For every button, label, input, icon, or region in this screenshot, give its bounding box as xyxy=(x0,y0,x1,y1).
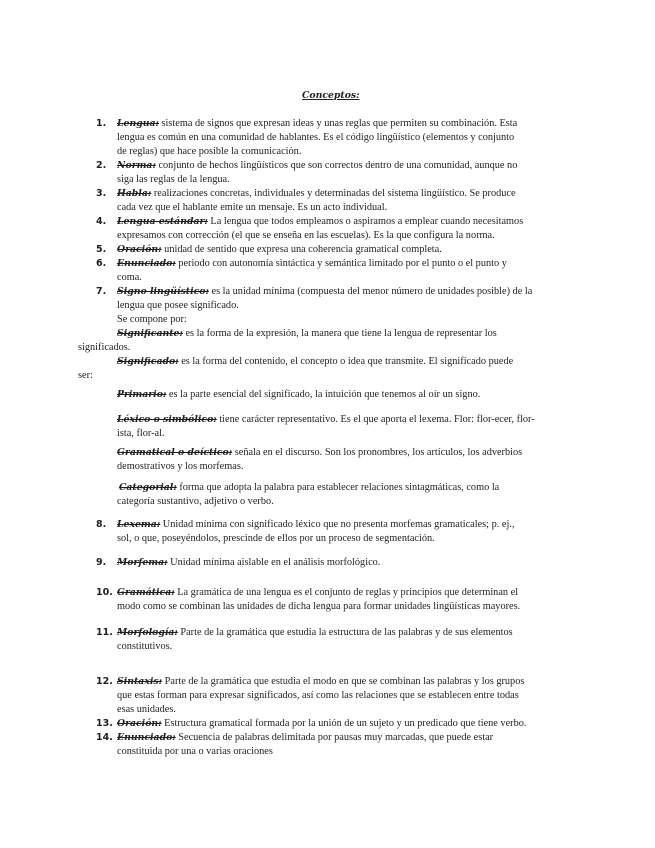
item-number: 9. xyxy=(96,557,107,568)
item-line xyxy=(117,556,380,570)
subitem-term: Primario: xyxy=(117,389,167,400)
item-line: constitutivos. xyxy=(117,641,173,652)
item-text: Parte de la gramática que estudia la estructura de las palabras y de sus elementos xyxy=(177,627,513,638)
subitem-line xyxy=(119,481,499,495)
item-line: cada vez que el hablante emite un mensaje. Es un acto individual. xyxy=(117,202,388,213)
item-line: esas unidades. xyxy=(117,704,176,715)
item-term: Lengua: xyxy=(117,118,159,129)
item-line: siga las reglas de la lengua. xyxy=(117,174,230,185)
item-line xyxy=(117,243,442,257)
subitem-text: es la forma de la expresión, la manera que tiene la lengua de representar los xyxy=(182,328,497,339)
item-number: 12. xyxy=(96,676,113,687)
item-term: Norma: xyxy=(117,160,156,171)
subitem-term: Categorial: xyxy=(119,482,177,493)
item-number: 3. xyxy=(96,188,107,199)
item-term: Signo lingüístico: xyxy=(117,286,209,297)
item-line xyxy=(117,731,493,745)
item-text: La gramática de una lengua es el conjunto de reglas y principios que determinan el xyxy=(174,587,519,598)
item-line: sol, o que, poseyéndolos, prescinde de ellos por un proceso de segmentación. xyxy=(117,533,435,544)
subitem-line: categoría sustantivo, adjetivo o verbo. xyxy=(117,496,274,507)
subitem-line: ser: xyxy=(78,370,93,381)
item-number: 10. xyxy=(96,587,113,598)
item-number: 1. xyxy=(96,118,107,129)
subitem-text: es la parte esencial del significado, la intuición que tenemos al oír un signo. xyxy=(166,389,481,400)
page-title: Conceptos: xyxy=(302,90,360,101)
item-term: Lexema: xyxy=(117,519,161,530)
subitem-line: ista, flor-al. xyxy=(117,428,165,439)
item-term: Enunciado: xyxy=(117,732,176,743)
subitem-line: demostrativos y los morfemas. xyxy=(117,461,244,472)
item-text: es la unidad mínima (compuesta del menor número de unidades posible) de la xyxy=(208,286,533,297)
item-number: 13. xyxy=(96,718,113,729)
subitem-text: forma que adopta la palabra para establecer relaciones sintagmáticas, como la xyxy=(176,482,500,493)
subitem-line xyxy=(117,327,497,341)
item-line xyxy=(117,285,532,299)
subitem-line xyxy=(117,388,480,402)
item-line: Se compone por: xyxy=(117,314,187,325)
item-term: Morfema: xyxy=(117,557,168,568)
item-number: 14. xyxy=(96,732,113,743)
item-text: La lengua que todos empleamos o aspiramos a emplear cuando necesitamos xyxy=(207,216,524,227)
item-line xyxy=(117,215,523,229)
item-text: Estructura gramatical formada por la unión de un sujeto y un predicado que tiene verbo. xyxy=(161,718,527,729)
item-line xyxy=(117,675,524,689)
item-term: Oración: xyxy=(117,244,162,255)
item-line xyxy=(117,518,514,532)
item-text: Unidad mínima aislable en el análisis morfológico. xyxy=(167,557,381,568)
subitem-line xyxy=(117,413,535,427)
item-line xyxy=(117,717,526,731)
item-number: 8. xyxy=(96,519,107,530)
item-line: lengua es común en una comunidad de hablantes. Es el código lingüístico (elementos y conjunto xyxy=(117,132,515,143)
item-text: Unidad mínima con significado léxico que no presenta morfemas gramaticales; p. ej., xyxy=(160,519,515,530)
item-line xyxy=(117,117,517,131)
item-text: conjunto de hechos lingüísticos que son correctos dentro de una comunidad, aunque no xyxy=(155,160,518,171)
item-number: 11. xyxy=(96,627,113,638)
item-line: constituida por una o varias oraciones xyxy=(117,746,273,757)
item-line: expresamos con corrección (el que se enseña en las escuelas). Es la que configura la norma. xyxy=(117,230,495,241)
item-number: 6. xyxy=(96,258,107,269)
item-term: Habla: xyxy=(117,188,152,199)
item-term: Enunciado: xyxy=(117,258,176,269)
item-line: coma. xyxy=(117,272,142,283)
item-line xyxy=(117,257,507,271)
item-line xyxy=(117,586,518,600)
item-number: 4. xyxy=(96,216,107,227)
item-term: Lengua estándar: xyxy=(117,216,208,227)
item-text: realizaciones concretas, individuales y determinadas del sistema lingüístico. Se produce xyxy=(151,188,516,199)
item-line: que estas forman para expresar significados, así como las relaciones que se establecen entre todas xyxy=(117,690,519,701)
subitem-line xyxy=(117,355,513,369)
item-line: de reglas) que hace posible la comunicación. xyxy=(117,146,302,157)
subitem-term: Significante: xyxy=(117,328,183,339)
subitem-line: significados. xyxy=(78,342,131,353)
item-number: 7. xyxy=(96,286,107,297)
item-number: 2. xyxy=(96,160,107,171)
subitem-term: Significado: xyxy=(117,356,179,367)
subitem-term: Gramatical o deíctico: xyxy=(117,447,233,458)
item-line: lengua que posee significado. xyxy=(117,300,239,311)
subitem-text: tiene carácter representativo. Es el que aporta el lexema. Flor: flor-ecer, flor- xyxy=(216,414,535,425)
item-term: Morfología: xyxy=(117,627,178,638)
item-text: Parte de la gramática que estudia el modo en que se combinan las palabras y los grupos xyxy=(162,676,525,687)
item-text: unidad de sentido que expresa una coherencia gramatical completa. xyxy=(161,244,442,255)
item-line xyxy=(117,187,516,201)
item-text: sistema de signos que expresan ideas y unas reglas que permiten su combinación. Esta xyxy=(158,118,518,129)
item-text: periodo con autonomía sintáctica y semántica limitado por el punto o el punto y xyxy=(175,258,507,269)
item-text: Secuencia de palabras delimitada por pausas muy marcadas, que puede estar xyxy=(175,732,494,743)
item-term: Gramática: xyxy=(117,587,175,598)
subitem-text: es la forma del contenido, el concepto o idea que transmite. El significado puede xyxy=(178,356,514,367)
item-number: 5. xyxy=(96,244,107,255)
item-line xyxy=(117,159,517,173)
item-term: Oración: xyxy=(117,718,162,729)
item-term: Sintaxis: xyxy=(117,676,163,687)
subitem-line xyxy=(117,446,522,460)
item-line xyxy=(117,626,513,640)
item-line: modo como se combinan las unidades de dicha lengua para formar unidades lingüísticas mayores. xyxy=(117,601,521,612)
subitem-text: señala en el discurso. Son los pronombres, los artículos, los adverbios xyxy=(232,447,523,458)
subitem-term: Léxico o simbólico: xyxy=(117,414,217,425)
